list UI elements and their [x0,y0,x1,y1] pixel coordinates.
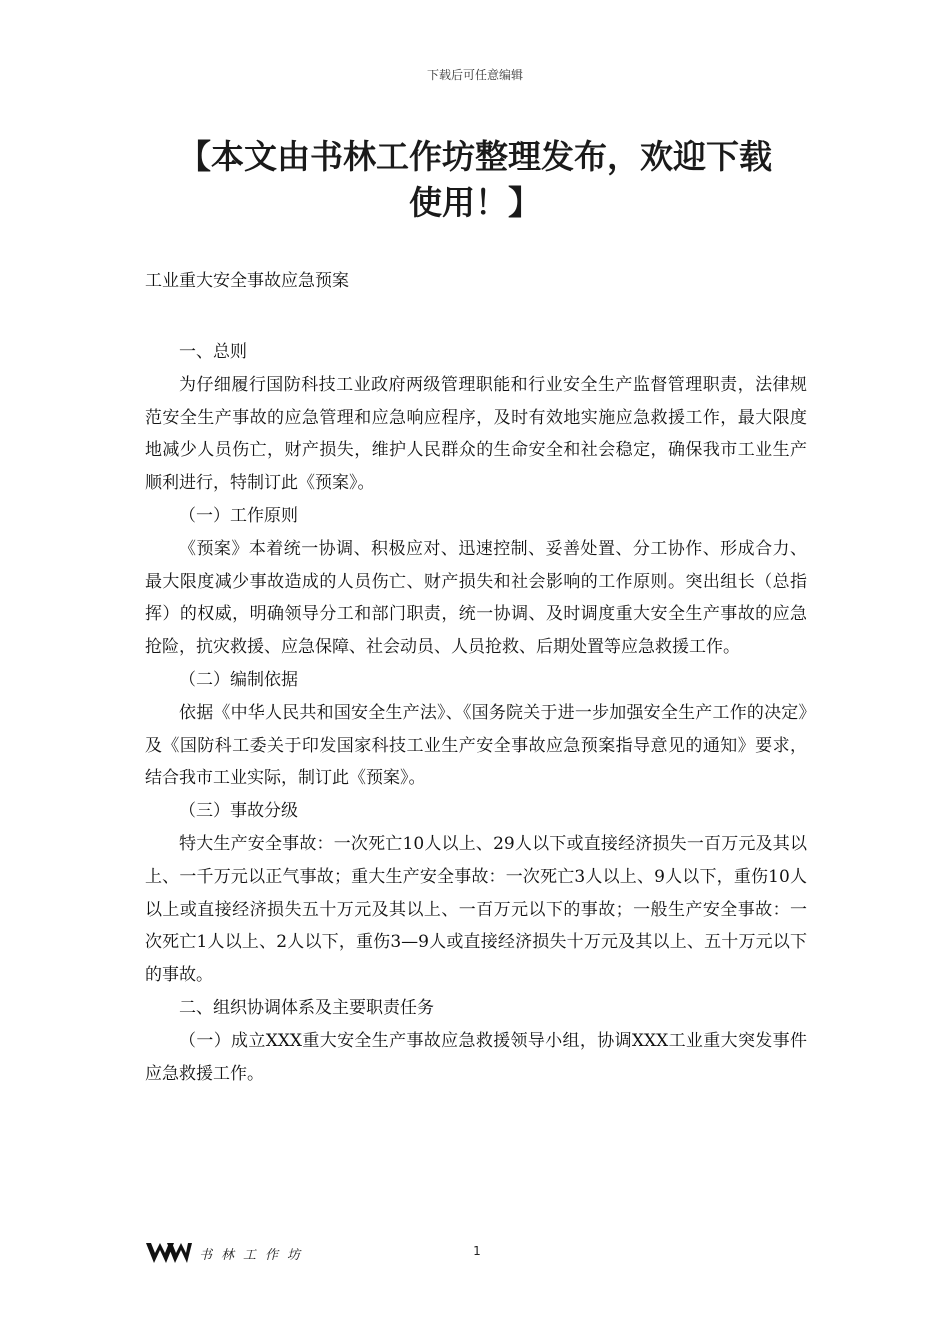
document-title: 工业重大安全事故应急预案 [145,271,349,291]
page-footer [145,1240,807,1270]
paragraph: 《预案》本着统一协调、积极应对、迅速控制、妥善处置、分工协作、形成合力、最大限度减少事故造成的人员伤亡、财产损失和社会影响的工作原则。突出组长（总指挥）的权威，明确领导分工和部门职责，统一协调、及时调度重大安全生产事故的应急抢险，抗灾救援、应急保障、社会动员、人员抢救、后期处置等应急救援工作。 [145,538,807,658]
section-heading-organization: 二、组织协调体系及主要职责任务 [179,997,434,1018]
section-heading-general: 一、总则 [179,342,247,362]
banner-title [145,134,805,226]
paragraph: 特大生产安全事故：一次死亡10人以上、29人以下或直接经济损失一百万元及其以上、一千万元以正气事故；重大生产安全事故：一次死亡3人以上、9人以下，重伤10人以上或直接经济损失五十万元及其以上、一百万元以下的事故；一般生产安全事故：一次死亡1人以上、2人以下，重伤3—9人或直接经济损失十万元及其以上、五十万元以下的事故。 [145,833,807,986]
footer-logo-text: 书林工作坊 [199,1248,310,1263]
paragraph: 依据《中华人民共和国安全生产法》、《国务院关于进一步加强安全生产工作的决定》及《国防科工委关于印发国家科技工业生产安全事故应急预案指导意见的通知》要求，结合我市工业实际，制订此《预案》。 [145,702,807,789]
subheading-principles: （一）工作原则 [179,505,298,526]
banner-line-2: 使用！】 [409,183,541,222]
header-note: 下载后可任意编辑 [426,68,523,82]
subheading-classification: （三）事故分级 [179,801,298,822]
subheading-basis: （二）编制依据 [179,669,298,690]
paragraph: 为仔细履行国防科技工业政府两级管理职能和行业安全生产监督管理职责，法律规范安全生产事故的应急管理和应急响应程序，及时有效地实施应急救援工作，最大限度地减少人员伤亡，财产损失，维护人民群众的生命安全和社会稳定，确保我市工业生产顺利进行，特制订此《预案》。 [145,374,807,494]
document-body [145,336,807,1090]
paragraph: （一）成立XXX重大安全生产事故应急救援领导小组，协调XXX工业重大突发事件应急救援工作。 [145,1030,807,1084]
banner-line-1: 【本文由书林工作坊整理发布，欢迎下载 [178,137,772,176]
logo-icon [145,1240,193,1266]
page-number: 1 [473,1244,481,1258]
